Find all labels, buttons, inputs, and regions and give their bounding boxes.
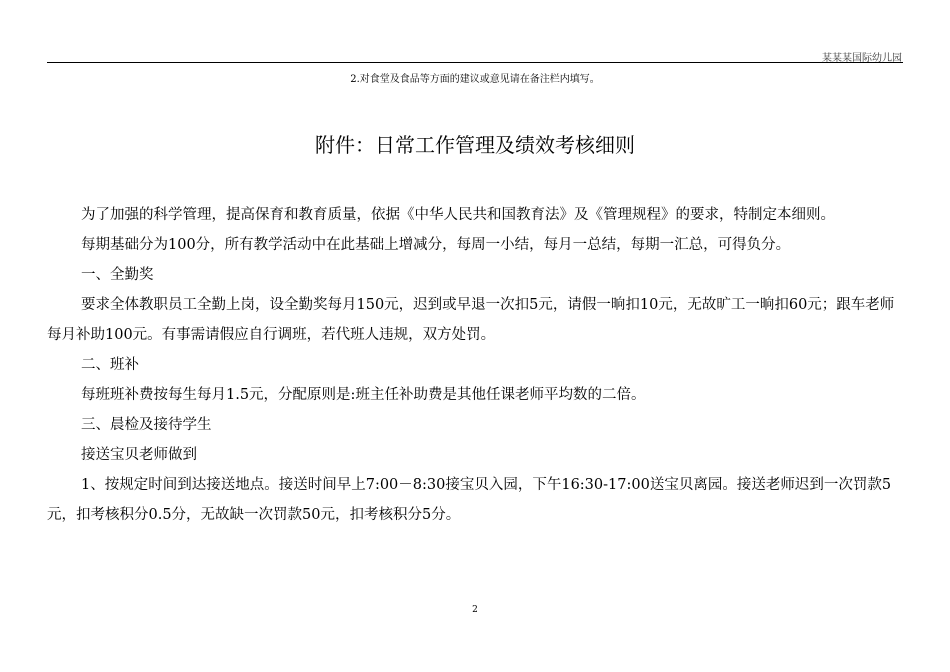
paragraph-class-subsidy: 每班班补费按每生每月1.5元，分配原则是:班主任补助费是其他任课老师平均数的二倍。: [81, 387, 646, 403]
header-divider: [47, 62, 903, 63]
section-heading-morning-check: 三、晨检及接待学生: [81, 417, 212, 433]
form-note: 2.对食堂及食品等方面的建议或意见请在备注栏内填写。: [350, 74, 600, 85]
header-org-name: 某某某国际幼儿园: [822, 53, 902, 64]
paragraph-pickup-intro: 接送宝贝老师做到: [81, 447, 197, 463]
section-heading-class-subsidy: 二、班补: [81, 357, 139, 373]
section-heading-attendance: 一、全勤奖: [81, 267, 154, 283]
page-number: 2: [472, 605, 478, 615]
page-title: 附件：日常工作管理及绩效考核细则: [315, 133, 635, 157]
paragraph-intro: 为了加强的科学管理，提高保育和教育质量，依据《中华人民共和国教育法》及《管理规程》的要求，特制定本细则。: [81, 207, 835, 223]
paragraph-base-score: 每期基础分为100分，所有教学活动中在此基础上增减分，每周一小结，每月一总结，每期一汇总，可得负分。: [81, 237, 791, 253]
paragraph-pickup-rule-1: 1、按规定时间到达接送地点。接送时间早上7:00－8:30接宝贝入园，下午16:30-17:00送宝贝离园。接送老师迟到一次罚款5元，扣考核积分0.5分，无故缺一次罚款50元，扣考核积分5分。: [47, 477, 892, 523]
document-body: [47, 200, 907, 530]
paragraph-attendance: 要求全体教职员工全勤上岗，设全勤奖每月150元，迟到或早退一次扣5元，请假一晌扣10元，无故旷工一晌扣60元；跟车老师每月补助100元。有事需请假应自行调班，若代班人违规，双方处罚。: [47, 297, 895, 343]
